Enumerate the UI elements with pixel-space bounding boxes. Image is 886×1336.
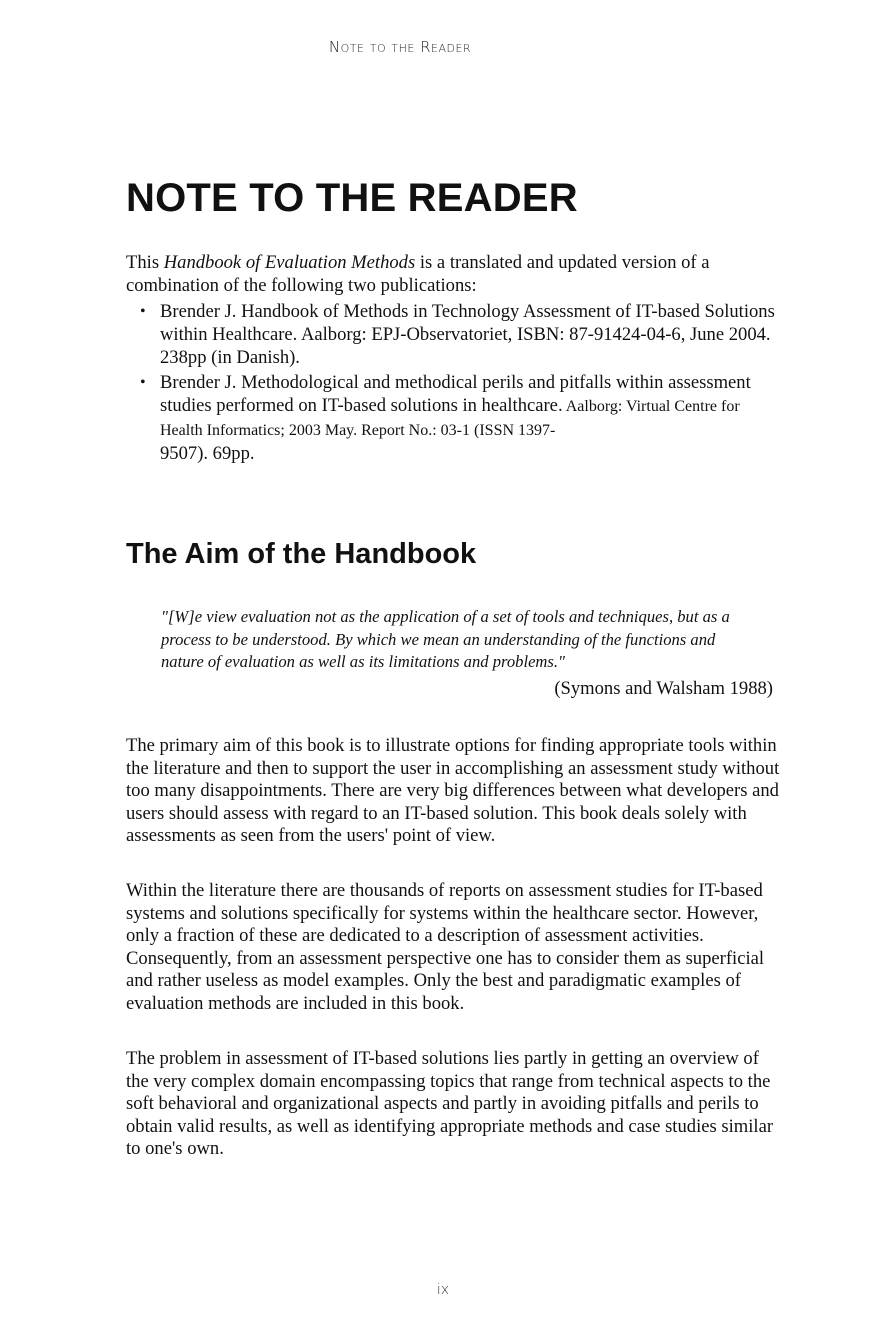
list-item: [126, 300, 786, 369]
running-head: Note to the Reader: [328, 38, 472, 56]
section-heading: The Aim of the Handbook: [126, 538, 477, 570]
publication-text: Brender J. Methodological and methodical perils and pitfalls within assessment studies performed on IT-based solutions in healthcare.: [160, 372, 751, 416]
intro-paragraph: [126, 252, 786, 297]
publication-list: [126, 300, 786, 467]
bullet-icon: •: [140, 303, 146, 320]
body-paragraph-3: The problem in assessment of IT-based solutions lies partly in getting an overview of the very complex domain encompassing topics that range from technical aspects to the soft behavioral and organizational aspects and partly in avoiding pitfalls and perils to obtain valid results, as well as identifying appropriate methods and case studies similar to one's own.: [126, 1048, 774, 1160]
intro-text-start: This: [126, 252, 164, 273]
list-item: [126, 371, 786, 465]
body-paragraph-2: Within the literature there are thousands of reports on assessment studies for IT-based systems and solutions specifically for systems within the healthcare sector. However, only a fraction of these are dedicated to a description of assessment activities. Consequently, from an assessment perspective one has to consider them as superficial and rather useless as model examples. Only the best and paradigmatic examples of evaluation methods are included in this book.: [126, 880, 765, 1014]
publication-text: Brender J. Handbook of Methods in Technology Assessment of IT-based Solutions within Healthcare. Aalborg: EPJ-Observatoriet, ISBN: 87-91424-04-6, June 2004. 238pp (in Danish).: [160, 301, 775, 368]
publication-text-small: Aalborg: Virtual Centre for Health Informatics; 2003 May. Report No.: 03-1 (ISSN 1397-: [160, 398, 740, 439]
book-title: Handbook of Evaluation Methods: [163, 252, 416, 273]
intro-text-end: is a translated and updated version of a combination of the following two publications:: [126, 252, 710, 296]
bullet-icon: •: [140, 374, 146, 391]
body-paragraph-1: The primary aim of this book is to illustrate options for finding appropriate tools within the literature and then to support the user in accomplishing an assessment study without too many disappointments. There are very big differences between what developers and users should assess with regard to an IT-based solution. This book deals solely with assessments as seen from the users' point of view.: [126, 735, 780, 847]
page-number: ix: [436, 1282, 450, 1298]
epigraph-citation: (Symons and Walsham 1988): [554, 678, 773, 699]
epigraph-quote: "[W]e view evaluation not as the application of a set of tools and techniques, but as a process to be understood. By which we mean an understanding of the functions and nature of evaluation as well as its limitations and problems.": [161, 607, 730, 672]
page-title: NOTE TO THE READER: [126, 176, 578, 220]
publication-text-end: 9507). 69pp.: [160, 443, 255, 464]
